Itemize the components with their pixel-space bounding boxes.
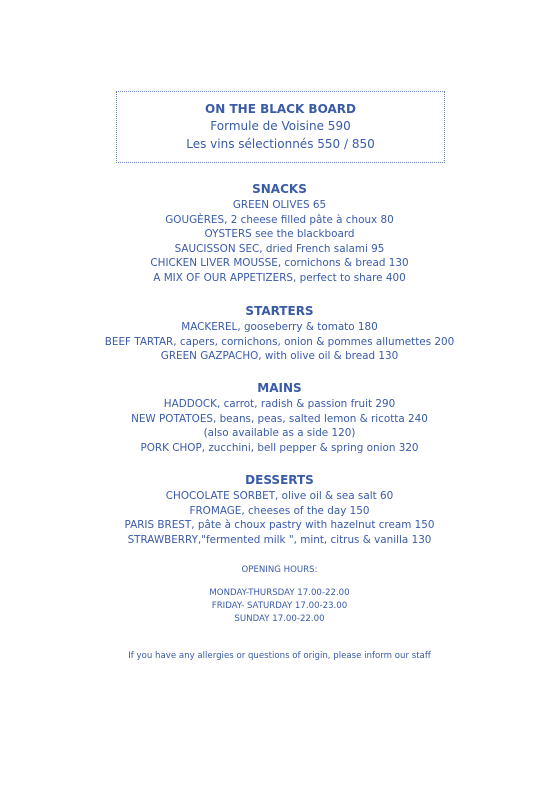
allergy-note: If you have any allergies or questions of origin, please inform our staff xyxy=(128,651,431,661)
desserts-title: DESSERTS xyxy=(245,473,314,487)
menu-item: MACKEREL, gooseberry & tomato 180 xyxy=(181,321,378,333)
menu-item: BEEF TARTAR, capers, cornichons, onion & pommes allumettes 200 xyxy=(104,335,455,348)
menu-item: (also available as a side 120) xyxy=(203,427,356,439)
menu-item: CHICKEN LIVER MOUSSE, cornichons & bread 130 xyxy=(150,257,409,269)
snacks-title: SNACKS xyxy=(252,182,307,196)
menu-item: OYSTERS see the blackboard xyxy=(204,228,355,240)
blackboard-box xyxy=(116,91,445,163)
menu-item: NEW POTATOES, beans, peas, salted lemon & ricotta 240 xyxy=(131,412,428,425)
desserts-section xyxy=(0,472,559,547)
menu-item: A MIX OF OUR APPETIZERS, perfect to share 400 xyxy=(153,271,406,284)
opening-hours-line: MONDAY-THURSDAY 17.00-22.00 xyxy=(209,588,350,598)
menu-item: STRAWBERRY,"fermented milk ", mint, citrus & vanilla 130 xyxy=(127,533,432,546)
opening-hours-line: FRIDAY- SATURDAY 17.00-23.00 xyxy=(211,601,348,611)
menu-item: FROMAGE, cheeses of the day 150 xyxy=(189,504,370,517)
starters-title: STARTERS xyxy=(245,304,314,318)
mains-section xyxy=(0,380,559,455)
opening-hours-line: SUNDAY 17.00-22.00 xyxy=(234,614,325,624)
menu-item: PORK CHOP, zucchini, bell pepper & spring onion 320 xyxy=(140,441,419,454)
menu-item: SAUCISSON SEC, dried French salami 95 xyxy=(174,242,385,255)
starters-section xyxy=(0,303,559,364)
opening-hours-title: OPENING HOURS: xyxy=(241,565,318,575)
opening-hours-section xyxy=(0,564,559,626)
menu-item: GREEN OLIVES 65 xyxy=(232,199,327,211)
menu-item: HADDOCK, carrot, radish & passion fruit 290 xyxy=(163,398,396,410)
menu-item: GREEN GAZPACHO, with olive oil & bread 130 xyxy=(160,350,399,362)
snacks-section xyxy=(0,181,559,285)
blackboard-wines: Les vins sélectionnés 550 / 850 xyxy=(186,137,375,151)
mains-title: MAINS xyxy=(257,381,302,395)
blackboard-title: ON THE BLACK BOARD xyxy=(205,102,356,116)
blackboard-formula: Formule de Voisine 590 xyxy=(210,119,351,133)
menu-item: PARIS BREST, pâte à choux pastry with hazelnut cream 150 xyxy=(124,519,435,531)
menu-item: GOUGÈRES, 2 cheese filled pâte à choux 80 xyxy=(165,213,394,226)
menu-item: CHOCOLATE SORBET, olive oil & sea salt 60 xyxy=(165,490,394,502)
